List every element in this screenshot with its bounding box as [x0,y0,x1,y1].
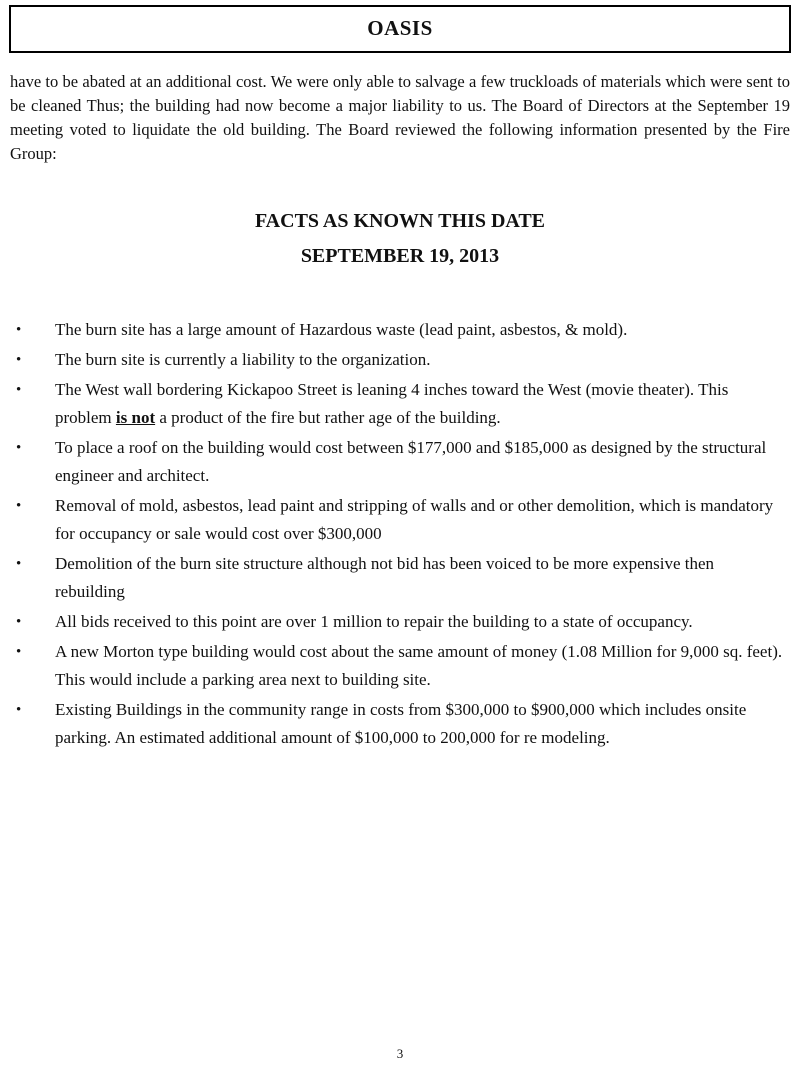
page-number: 3 [396,1046,404,1061]
bullet-text-pre: The West wall bordering Kickapoo Street is leaning 4 inches toward the West (movie theater). This problem [55,380,729,427]
bullet-text: Existing Buildings in the community range in costs from $300,000 to $900,000 which includes onsite parking. An estimated additional amount of $100,000 to 200,000 for re modeling. [55,700,747,747]
page-footer [9,1026,791,1062]
bullet-text: The burn site is currently a liability to the organization. [55,350,431,369]
bullet-icon: • [16,614,22,630]
bullet-text-emphasis: is not [115,408,156,427]
bullet-icon: • [16,440,22,456]
facts-bullet-list [9,316,791,754]
bullet-text: Demolition of the burn site structure although not bid has been voiced to be more expensive then rebuilding [55,554,715,601]
bullet-item [9,550,791,606]
intro-paragraph: have to be abated at an additional cost. We were only able to salvage a few truckloads of materials which were sent to be cleaned Thus; the building had now become a major liability to us. The Board of Directors at the September 19 meeting voted to liquidate the old building. The Board reviewed the following information presented by the Fire Group: [10,72,790,163]
bullet-text: Removal of mold, asbestos, lead paint and stripping of walls and or other demolition, which is mandatory for occupancy or sale would cost over $300,000 [55,496,774,543]
bullet-icon: • [16,498,22,514]
bullet-icon: • [16,702,22,718]
bullet-item [9,696,791,752]
bullet-item [9,434,791,490]
bullet-icon: • [16,556,22,572]
bullet-text: The burn site has a large amount of Hazardous waste (lead paint, asbestos, & mold). [55,320,628,339]
bullet-icon: • [16,352,22,368]
heading-facts: FACTS AS KNOWN THIS DATE [254,210,546,232]
bullet-item [9,316,791,344]
bullet-text: All bids received to this point are over 1 million to repair the building to a state of occupancy. [55,612,693,631]
bullet-item [9,492,791,548]
bullet-text [55,376,791,432]
bullet-icon: • [16,382,22,398]
section-headings [9,210,791,268]
bullet-text: A new Morton type building would cost about the same amount of money (1.08 Million for 9,000 sq. feet). This would include a parking area next to building site. [55,642,783,689]
bullet-text: To place a roof on the building would cost between $177,000 and $185,000 as designed by the structural engineer and architect. [55,438,767,485]
bullet-item [9,638,791,694]
heading-date: SEPTEMBER 19, 2013 [300,245,500,267]
bullet-item [9,346,791,374]
bullet-icon: • [16,644,22,660]
bullet-item [9,376,791,432]
bullet-item [9,608,791,636]
bullet-text-post: a product of the fire but rather age of the building. [155,408,501,427]
bullet-icon: • [16,322,22,338]
page-title: OASIS [367,16,433,40]
header-box [9,5,791,53]
